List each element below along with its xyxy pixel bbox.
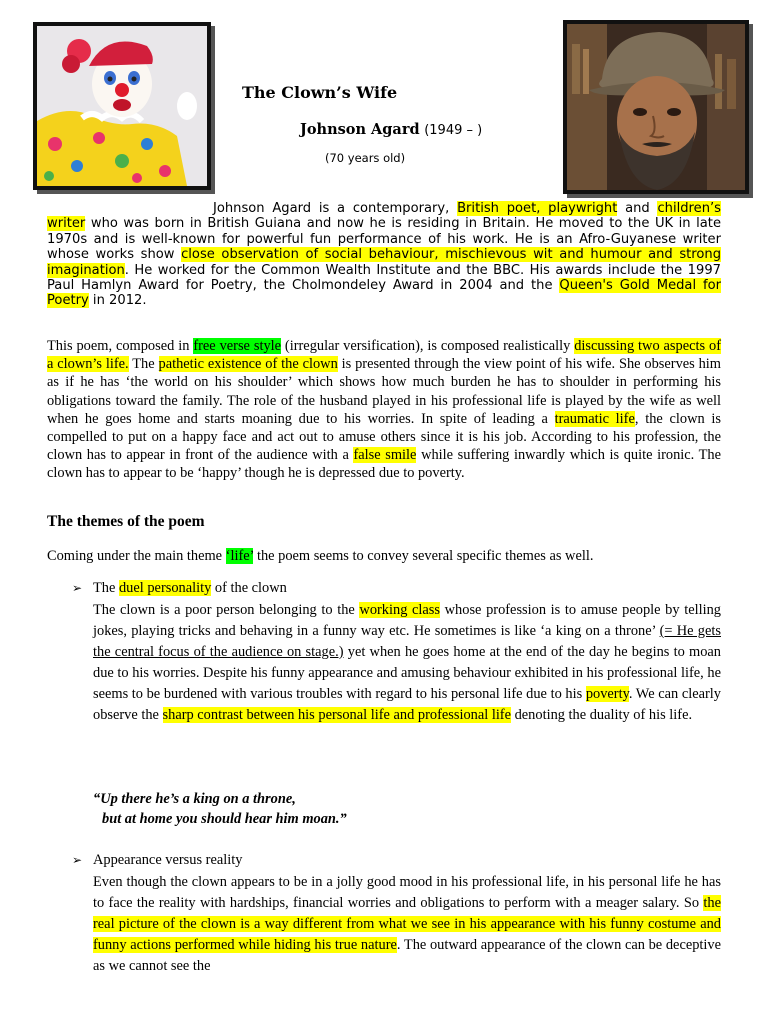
- bio-text: who was born in British Guiana and now he is residing in Britain. He moved to the UK in late 1970s and is well-known for powerful fun performance of his work. He is an Afro-Guyanese writer whose works show: [47, 216, 721, 263]
- bullet-heading-duel-personality: [72, 580, 287, 597]
- author-name: Johnson Agard: [300, 121, 420, 138]
- bio-text: and: [617, 201, 658, 216]
- themes-intro: [47, 548, 593, 565]
- bullet-heading-highlight: duel personality: [118, 580, 212, 596]
- themes-intro-text: the poem seems to convey several specific themes as well.: [253, 548, 594, 564]
- bullet-underline: (= He gets the central focus of the audience on stage.): [93, 623, 721, 660]
- intro-text: , the clown is compelled to put on a happy face and act out to amuse others since it is his job. According to his profession, the clown has to appear in front of the audience with a: [47, 410, 721, 464]
- bullet-body-appearance-reality: [93, 872, 721, 977]
- themes-heading: The themes of the poem: [47, 513, 205, 530]
- bullet-text: . We can clearly observe the: [93, 686, 721, 723]
- bullet-highlight: the real picture of the clown is a way different from what we see in his appearance with his funny costume and funny actions performed while hiding his true nature: [93, 895, 721, 953]
- intro-text: is presented through the view point of his wife. She observes him as if he has ‘the world on his shoulder’ which shows how much burden he has to shoulder in performing his obligations toward the family. The role of the husband played in his professional life is played by the wife as well when he goes home and starts moaning due to his worries. In spite of leading a: [47, 356, 722, 427]
- clown-illustration: [37, 26, 207, 186]
- intro-text: while suffering inwardly which is quite ironic. The clown has to appear to be ‘happy’ though he is depressed due to poverty.: [47, 447, 721, 482]
- bullet-heading-text: Appearance versus reality: [93, 852, 243, 868]
- bullet-text: yet when he goes home at the end of the day he begins to moan due to his worries. Despite his funny appearance and amusing behaviour exhibited in his professional life, he seems to be burdened with various troubles with regard to his personal life due to his: [93, 644, 721, 702]
- intro-highlight: false smile: [353, 447, 417, 464]
- poet-photo: [563, 20, 749, 194]
- bullet-heading-appearance-reality: [72, 852, 242, 869]
- bullet-text: whose profession is to amuse people by telling jokes, playing tricks and behaving in a funny way etc. He sometimes is like ‘a king on a throne’: [93, 602, 721, 639]
- bullet-heading-text: of the clown: [211, 580, 287, 596]
- intro-highlight-green: free verse style: [193, 338, 282, 354]
- author-dates: (1949 – ): [424, 123, 483, 138]
- bio-text: in 2012.: [88, 293, 147, 309]
- bio-text: . He worked for the Common Wealth Institute and the BBC. His awards include the 1997 Paul Hamlyn Award for Poetry, the Cholmondeley Award in 2004 and the: [47, 262, 721, 294]
- arrow-bullet-icon: ➢: [72, 581, 83, 595]
- intro-highlight: traumatic life: [554, 410, 635, 427]
- themes-intro-text: Coming under the main theme: [47, 548, 226, 564]
- bullet-text: The clown is a poor person belonging to the: [93, 602, 360, 618]
- intro-paragraph: [47, 337, 721, 483]
- intro-highlight: discussing two aspects of a clown’s life.: [47, 338, 721, 373]
- bullet-heading-text: The: [93, 580, 119, 596]
- themes-intro-highlight: ‘life’: [225, 548, 254, 564]
- poet-portrait: [567, 24, 745, 190]
- poem-quote: [93, 789, 347, 829]
- intro-text: (irregular versification), is composed realistically: [281, 338, 575, 354]
- bullet-text: Even though the clown appears to be in a jolly good mood in his professional life, in his personal life he has to face the reality with hardships, financial worries and obligations to perform with a meager salary. So: [93, 874, 721, 911]
- biography-paragraph: [47, 201, 721, 309]
- bio-highlight: Queen's Gold Medal for Poetry: [47, 278, 721, 309]
- bio-text: Johnson Agard is a contemporary,: [213, 201, 458, 216]
- poem-title: The Clown’s Wife: [242, 83, 398, 102]
- author-line: [300, 121, 482, 138]
- bio-highlight: close observation of social behaviour, mischievous wit and humour and strong imagination: [47, 247, 722, 278]
- quote-line: but at home you should hear him moan.”: [102, 811, 347, 827]
- bullet-highlight: sharp contrast between his personal life and professional life: [162, 707, 511, 723]
- intro-highlight: pathetic existence of the clown: [158, 356, 338, 373]
- bullet-highlight: poverty: [585, 686, 629, 702]
- arrow-bullet-icon: ➢: [72, 853, 83, 867]
- bullet-text: denoting the duality of his life.: [511, 707, 693, 723]
- bio-highlight: British poet, playwright: [457, 201, 618, 216]
- author-age: (70 years old): [325, 151, 406, 165]
- quote-line: “Up there he’s a king on a throne,: [93, 791, 296, 807]
- bullet-highlight: working class: [359, 602, 441, 618]
- clown-photo: [33, 22, 211, 190]
- intro-text: The: [128, 356, 159, 373]
- intro-text: This poem, composed in: [47, 338, 194, 354]
- bio-highlight: children’s writer: [47, 201, 721, 232]
- bullet-body-duel-personality: [93, 600, 721, 726]
- bullet-text: . The outward appearance of the clown can be deceptive as we cannot see the: [93, 937, 721, 974]
